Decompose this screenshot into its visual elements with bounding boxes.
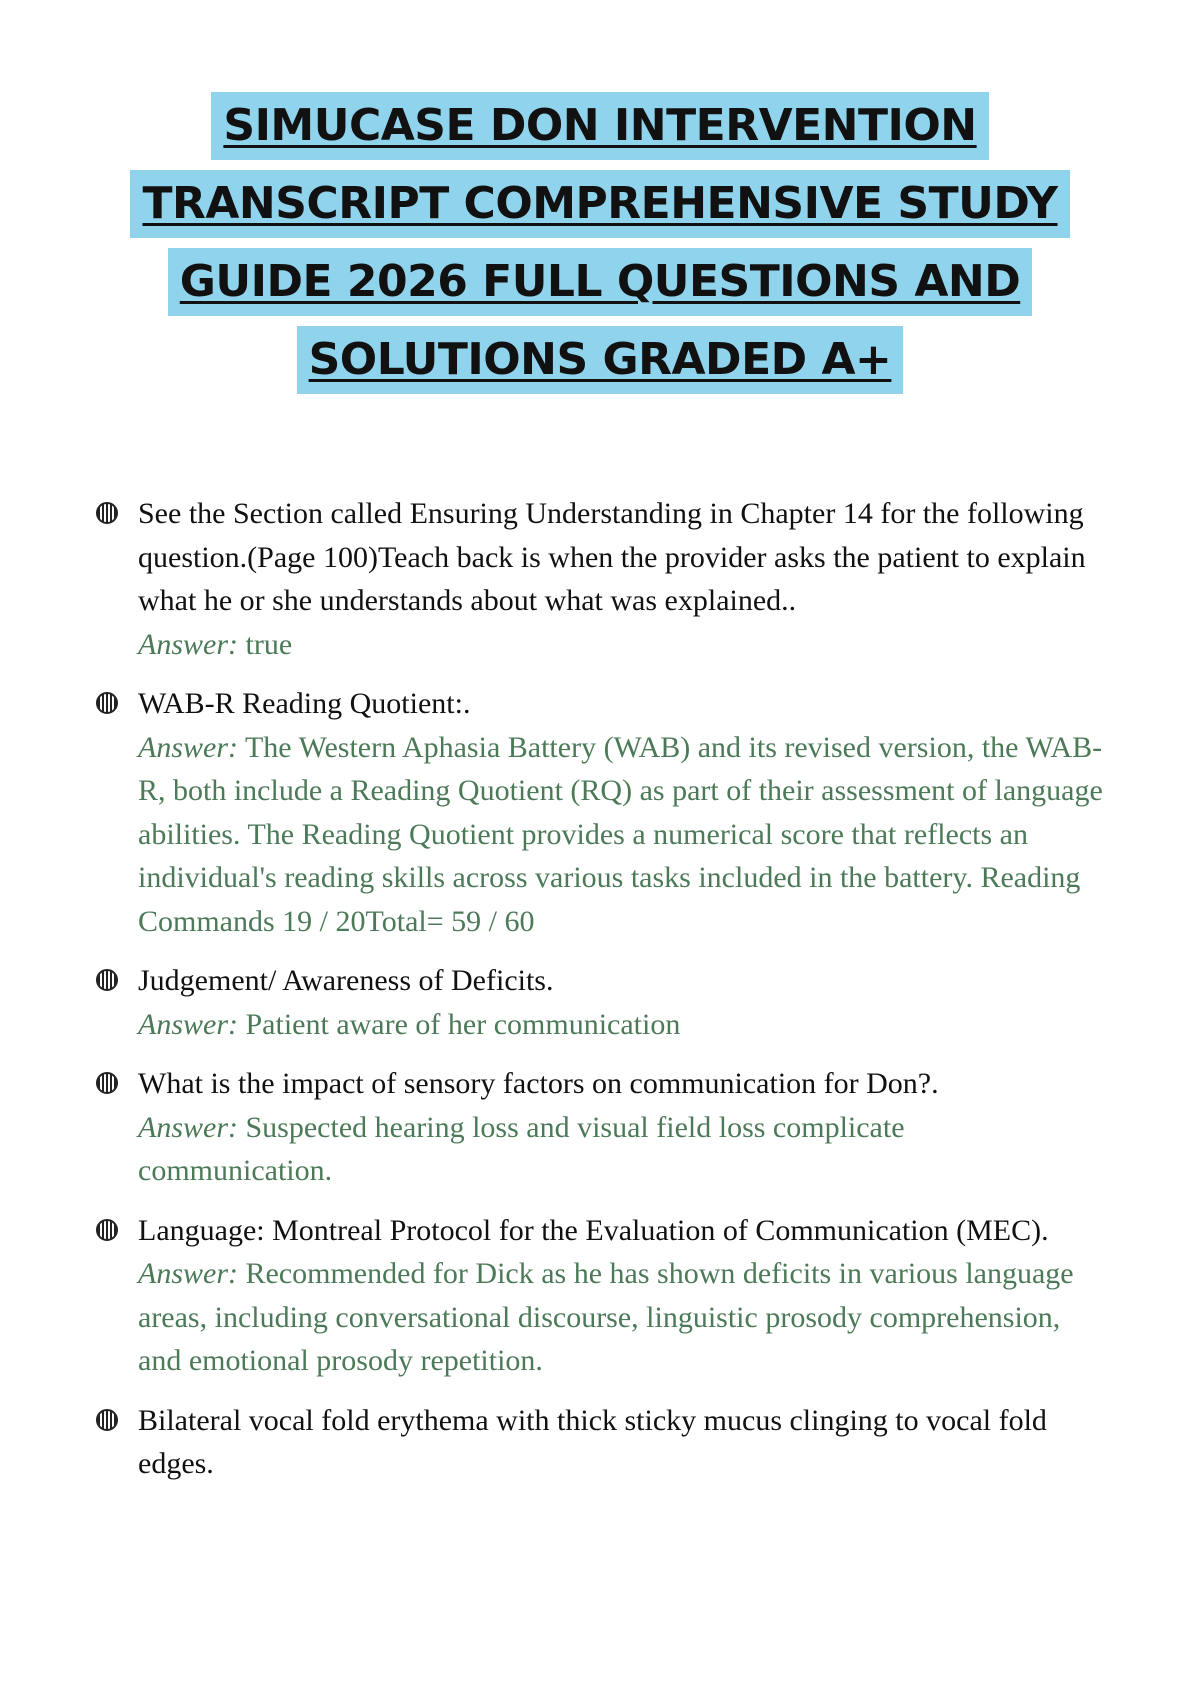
- answer-value: The Western Aphasia Battery (WAB) and its revised version, the WAB-R, both include a Reading Quotient (RQ) as part of their assessment of language abilities. The Reading Quotient provides a numerical score that reflects an individual's reading skills across various tasks included in the battery. Reading Commands 19 / 20Total= 59 / 60: [138, 730, 1103, 938]
- striped-circle-bullet-icon: [96, 1072, 118, 1094]
- question-text: See the Section called Ensuring Understanding in Chapter 14 for the following question.(Page 100)Teach back is when the provider asks the patient to explain what he or she understands about what was explained..: [138, 497, 1086, 617]
- answer-value: true: [245, 627, 293, 661]
- qa-item: [96, 682, 1106, 943]
- answer-label: Answer:: [138, 1257, 238, 1290]
- answer-value: Recommended for Dick as he has shown deficits in various language areas, including conversational discourse, linguistic prosody comprehension, and emotional prosody repetition.: [138, 1257, 1074, 1377]
- answer-text: [138, 1252, 1106, 1383]
- answer-text: [138, 726, 1106, 944]
- question-text: Judgement/ Awareness of Deficits.: [138, 964, 554, 997]
- answer-label: Answer:: [138, 730, 238, 764]
- answer-value: Patient aware of her communication: [245, 1007, 681, 1041]
- answer-label: Answer:: [138, 1110, 238, 1144]
- question-text: Language: Montreal Protocol for the Evaluation of Communication (MEC).: [138, 1213, 1049, 1247]
- question-text: WAB-R Reading Quotient:.: [138, 687, 471, 720]
- answer-text: [138, 1003, 1106, 1047]
- question-text: Bilateral vocal fold erythema with thick sticky mucus clinging to vocal fold edges.: [138, 1403, 1047, 1480]
- answer-label: Answer:: [138, 627, 238, 661]
- title-line: GUIDE 2026 FULL QUESTIONS AND: [168, 248, 1032, 316]
- striped-circle-bullet-icon: [96, 692, 118, 714]
- answer-text: [138, 1106, 1106, 1193]
- answer-value: Suspected hearing loss and visual field loss complicate communication.: [138, 1110, 905, 1187]
- striped-circle-bullet-icon: [96, 1219, 118, 1241]
- title-line: TRANSCRIPT COMPREHENSIVE STUDY: [130, 170, 1069, 238]
- striped-circle-bullet-icon: [96, 1409, 118, 1431]
- answer-text: [138, 623, 1106, 667]
- qa-list: [96, 492, 1106, 1502]
- qa-item: [96, 1209, 1106, 1383]
- title-line: SIMUCASE DON INTERVENTION: [211, 92, 988, 160]
- document-title: [0, 92, 1200, 404]
- title-line: SOLUTIONS GRADED A+: [297, 326, 904, 394]
- qa-item: [96, 1399, 1106, 1486]
- striped-circle-bullet-icon: [96, 502, 118, 524]
- question-text: What is the impact of sensory factors on communication for Don?.: [138, 1067, 939, 1100]
- qa-item: [96, 959, 1106, 1046]
- qa-item: [96, 492, 1106, 666]
- answer-label: Answer:: [138, 1007, 238, 1041]
- qa-item: [96, 1062, 1106, 1193]
- striped-circle-bullet-icon: [96, 969, 118, 991]
